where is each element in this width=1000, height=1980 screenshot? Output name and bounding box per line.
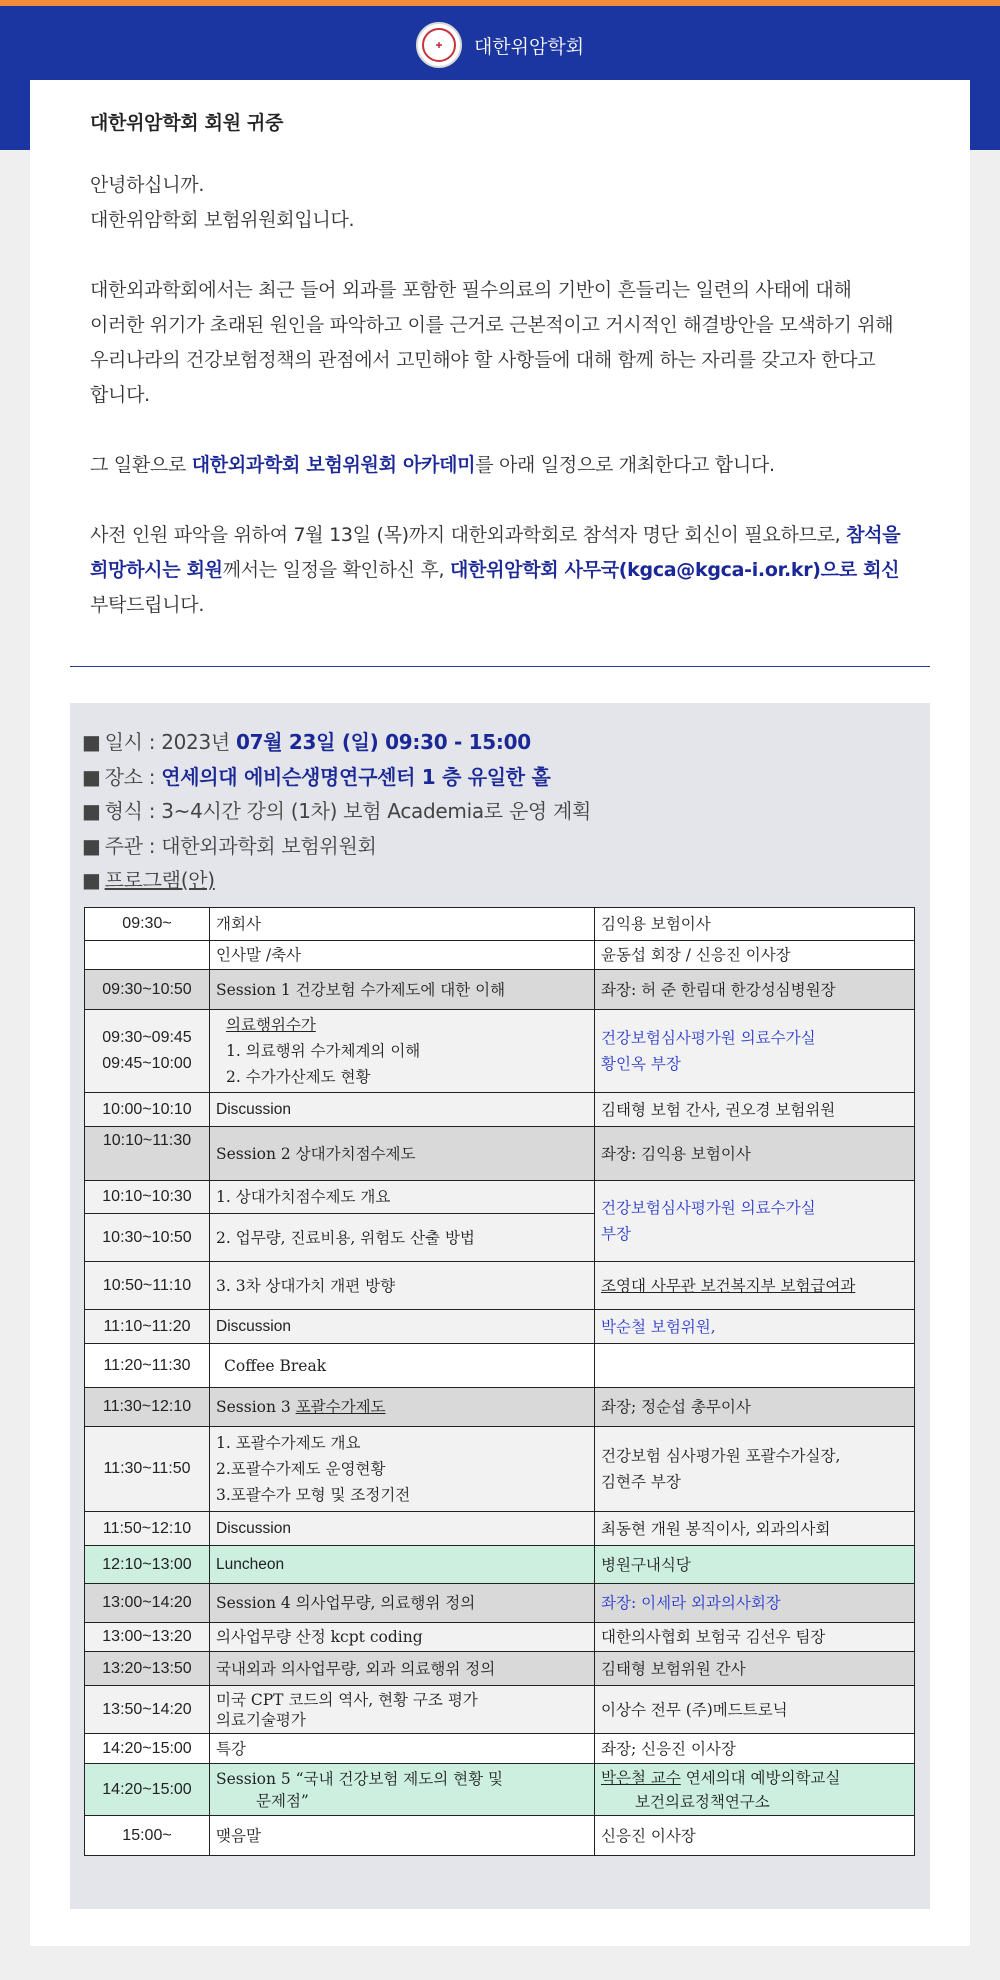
time-cell: 10:50~11:10 xyxy=(85,1262,210,1310)
bullet-square-icon: ■ xyxy=(82,833,101,858)
person-cell xyxy=(595,1764,915,1816)
person-text: 보건의료정책연구소 xyxy=(635,1792,770,1811)
time-cell: 09:30~ xyxy=(85,908,210,941)
title-cell xyxy=(210,1427,595,1512)
table-row xyxy=(85,1010,915,1093)
table-row xyxy=(85,908,915,941)
table-row xyxy=(85,941,915,970)
info-program xyxy=(82,863,912,898)
person-cell xyxy=(595,1427,915,1512)
program-heading: 프로그램(안) xyxy=(104,868,215,892)
host-text: 주관 : 대한외과학회 보험위원회 xyxy=(104,833,377,858)
time-cell: 13:00~14:20 xyxy=(85,1584,210,1623)
time-cell: 12:10~13:00 xyxy=(85,1546,210,1584)
paragraph-rsvp xyxy=(90,518,945,623)
title-text: 의료기술평가 xyxy=(216,1710,306,1729)
person-cell: 김익용 보험이사 xyxy=(595,908,915,941)
title-cell: Session 2 상대가치점수제도 xyxy=(210,1127,595,1181)
paragraph-line: 우리나라의 건강보험정책의 관점에서 고민해야 할 사항들에 대해 함께 하는 자리를 갖고자 한다고 xyxy=(90,349,876,371)
time-cell: 11:30~11:50 xyxy=(85,1427,210,1512)
time-cell: 10:10~10:30 xyxy=(85,1181,210,1214)
person-cell xyxy=(595,1181,915,1262)
title-text: 문제점” xyxy=(256,1791,309,1810)
date-value: 07월 23일 (일) 09:30 - 15:00 xyxy=(235,730,531,754)
header xyxy=(0,22,1000,68)
person-cell: 최동현 개원 봉직이사, 외과의사회 xyxy=(595,1512,915,1546)
person-text: 김현주 부장 xyxy=(601,1473,681,1491)
time-cell: 11:30~12:10 xyxy=(85,1388,210,1427)
person-cell: 좌장; 신응진 이사장 xyxy=(595,1734,915,1764)
table-row xyxy=(85,1652,915,1686)
title-text: 2.포괄수가제도 운영현황 xyxy=(216,1460,386,1478)
title-text: Session 3 xyxy=(216,1398,296,1416)
time-cell: 13:50~14:20 xyxy=(85,1686,210,1734)
person-cell: 신응진 이사장 xyxy=(595,1816,915,1856)
person-cell: 대한의사협회 보험국 김선우 팀장 xyxy=(595,1623,915,1652)
title-cell xyxy=(210,1010,595,1093)
person-text: 연세의대 예방의학교실 xyxy=(680,1768,841,1787)
person-cell: 좌장: 이세라 외과의사회장 xyxy=(595,1584,915,1623)
bullet-square-icon: ■ xyxy=(82,799,101,823)
title-text: 3.포괄수가 모형 및 조정기전 xyxy=(216,1486,411,1504)
paragraph-background xyxy=(90,273,945,413)
person-cell: 조영대 사무관 보건복지부 보험급여과 xyxy=(595,1262,915,1310)
time-cell xyxy=(85,941,210,970)
bullet-square-icon: ■ xyxy=(82,730,101,754)
title-cell: 맺음말 xyxy=(210,1816,595,1856)
title-text: 미국 CPT 코드의 역사, 현황 구조 평가 xyxy=(216,1690,478,1709)
table-row xyxy=(85,1816,915,1856)
academy-name-highlight: 대한외과학회 보험위원회 아카데미 xyxy=(191,454,476,476)
contact-email-highlight: 대한위암학회 사무국(kgca@kgca-i.or.kr)으로 회신 xyxy=(450,559,900,581)
table-row xyxy=(85,1127,915,1181)
title-cell xyxy=(210,1686,595,1734)
paragraph-line: 대한외과학회에서는 최근 들어 외과를 포함한 필수의료의 기반이 흔들리는 일련의 사태에 대해 xyxy=(90,279,852,301)
place-label: 장소 : xyxy=(104,764,162,789)
time-cell: 11:20~11:30 xyxy=(85,1344,210,1388)
title-cell: 의사업무량 산정 kcpt coding xyxy=(210,1623,595,1652)
bullet-square-icon: ■ xyxy=(82,764,101,789)
time-cell: 14:20~15:00 xyxy=(85,1764,210,1816)
title-cell: Discussion xyxy=(210,1310,595,1344)
time-cell: 10:10~11:30 xyxy=(85,1127,210,1181)
info-format xyxy=(82,794,912,829)
text: 께서는 일정을 확인하신 후, xyxy=(222,559,450,581)
table-row xyxy=(85,1623,915,1652)
time-cell: 14:20~15:00 xyxy=(85,1734,210,1764)
title-cell: Session 1 건강보험 수가제도에 대한 이해 xyxy=(210,970,595,1010)
title-text: 1. 포괄수가제도 개요 xyxy=(216,1434,361,1452)
title-cell: Discussion xyxy=(210,1512,595,1546)
info-host xyxy=(82,829,912,864)
title-cell: Luncheon xyxy=(210,1546,595,1584)
person-cell: 병원구내식당 xyxy=(595,1546,915,1584)
paragraph-line: 이러한 위기가 초래된 원인을 파악하고 이를 근거로 근본적이고 거시적인 해결방안을 모색하기 위해 xyxy=(90,314,894,336)
table-row xyxy=(85,1686,915,1734)
event-info-box xyxy=(70,703,930,1909)
person-cell: 박순철 보험위원, xyxy=(595,1310,915,1344)
time-cell: 11:50~12:10 xyxy=(85,1512,210,1546)
title-text: 1. 의료행위 수가체계의 이해 xyxy=(226,1042,421,1060)
person-cell: 김태형 보험 간사, 권오경 보험위원 xyxy=(595,1093,915,1127)
text: 를 아래 일정으로 개최한다고 합니다. xyxy=(475,454,775,476)
greeting: 대한위암학회 회원 귀중 xyxy=(90,112,284,134)
title-cell: 1. 상대가치점수제도 개요 xyxy=(210,1181,595,1214)
table-row xyxy=(85,1427,915,1512)
time-text: 09:45~10:00 xyxy=(102,1055,192,1072)
text: 부탁드립니다. xyxy=(90,594,205,616)
date-label: 일시 : 2023년 xyxy=(104,730,236,754)
rsvp-highlight: 참석을 xyxy=(846,524,901,546)
title-cell: Coffee Break xyxy=(210,1344,595,1388)
person-cell: 좌장: 허 준 한림대 한강성심병원장 xyxy=(595,970,915,1010)
society-seal-icon: ✚ xyxy=(416,22,462,68)
table-row xyxy=(85,1388,915,1427)
person-cell xyxy=(595,1344,915,1388)
paragraph-line: 합니다. xyxy=(90,384,150,406)
person-cell: 이상수 전무 (주)메드트로닉 xyxy=(595,1686,915,1734)
time-cell: 10:00~10:10 xyxy=(85,1093,210,1127)
person-text: 건강보험심사평가원 의료수가실 xyxy=(601,1199,816,1217)
title-text: 의료행위수가 xyxy=(226,1016,316,1034)
person-cell: 김태형 보험위원 간사 xyxy=(595,1652,915,1686)
text: 그 일환으로 xyxy=(90,454,192,476)
title-text: 2. 수가가산제도 현황 xyxy=(226,1068,371,1086)
time-cell: 11:10~11:20 xyxy=(85,1310,210,1344)
title-cell: 3. 3차 상대가치 개편 방향 xyxy=(210,1262,595,1310)
time-cell: 15:00~ xyxy=(85,1816,210,1856)
table-row xyxy=(85,1512,915,1546)
paragraph-academy xyxy=(90,448,945,483)
title-cell xyxy=(210,1764,595,1816)
title-cell: 인사말 /축사 xyxy=(210,941,595,970)
program-schedule-table xyxy=(84,907,915,1856)
person-cell: 좌장; 정순섭 총무이사 xyxy=(595,1388,915,1427)
table-row xyxy=(85,1546,915,1584)
intro-line: 안녕하십니까. xyxy=(90,174,205,196)
person-text: 부장 xyxy=(601,1225,631,1243)
letter-body xyxy=(90,104,945,623)
table-row xyxy=(85,1584,915,1623)
person-text: 건강보험 심사평가원 포괄수가실장, xyxy=(601,1447,841,1465)
format-text: 형식 : 3~4시간 강의 (1차) 보험 Academia로 운영 계획 xyxy=(104,799,592,823)
time-cell: 13:20~13:50 xyxy=(85,1652,210,1686)
title-text: Session 5 “국내 건강보험 제도의 현황 및 xyxy=(216,1769,503,1788)
title-text: 포괄수가제도 xyxy=(295,1398,386,1416)
time-cell xyxy=(85,1010,210,1093)
table-row xyxy=(85,1093,915,1127)
title-cell: 2. 업무량, 진료비용, 위험도 산출 방법 xyxy=(210,1214,595,1262)
title-cell: 특강 xyxy=(210,1734,595,1764)
info-date xyxy=(82,725,912,760)
person-text: 건강보험심사평가원 의료수가실 xyxy=(601,1029,816,1047)
person-cell: 윤동섭 회장 / 신응진 이사장 xyxy=(595,941,915,970)
org-name: 대한위암학회 xyxy=(473,35,585,58)
person-text: 황인옥 부장 xyxy=(601,1055,681,1073)
divider xyxy=(70,666,930,667)
title-cell: Session 4 의사업무량, 의료행위 정의 xyxy=(210,1584,595,1623)
table-row xyxy=(85,1181,915,1214)
table-row xyxy=(85,1344,915,1388)
letter-card xyxy=(30,80,970,1946)
table-row xyxy=(85,1734,915,1764)
title-cell: 국내외과 의사업무량, 외과 의료행위 정의 xyxy=(210,1652,595,1686)
table-row xyxy=(85,1764,915,1816)
table-row xyxy=(85,970,915,1010)
time-cell: 09:30~10:50 xyxy=(85,970,210,1010)
person-cell xyxy=(595,1010,915,1093)
rsvp-highlight: 희망하시는 회원 xyxy=(90,559,223,581)
time-text: 09:30~09:45 xyxy=(102,1029,192,1046)
bullet-square-icon: ■ xyxy=(82,868,101,892)
title-cell: Discussion xyxy=(210,1093,595,1127)
intro-line: 대한위암학회 보험위원회입니다. xyxy=(90,209,355,231)
info-place xyxy=(82,760,912,795)
time-cell: 13:00~13:20 xyxy=(85,1623,210,1652)
table-row xyxy=(85,1262,915,1310)
text: 사전 인원 파악을 위하여 7월 13일 (목)까지 대한외과학회로 참석자 명단 회신이 필요하므로, xyxy=(90,524,847,546)
person-text: 박은철 교수 xyxy=(601,1768,681,1787)
person-cell: 좌장: 김익용 보험이사 xyxy=(595,1127,915,1181)
event-info xyxy=(82,725,912,898)
place-value: 연세의대 에비슨생명연구센터 1 층 유일한 홀 xyxy=(161,764,551,789)
table-row xyxy=(85,1310,915,1344)
title-cell: 개회사 xyxy=(210,908,595,941)
time-cell: 10:30~10:50 xyxy=(85,1214,210,1262)
title-cell xyxy=(210,1388,595,1427)
